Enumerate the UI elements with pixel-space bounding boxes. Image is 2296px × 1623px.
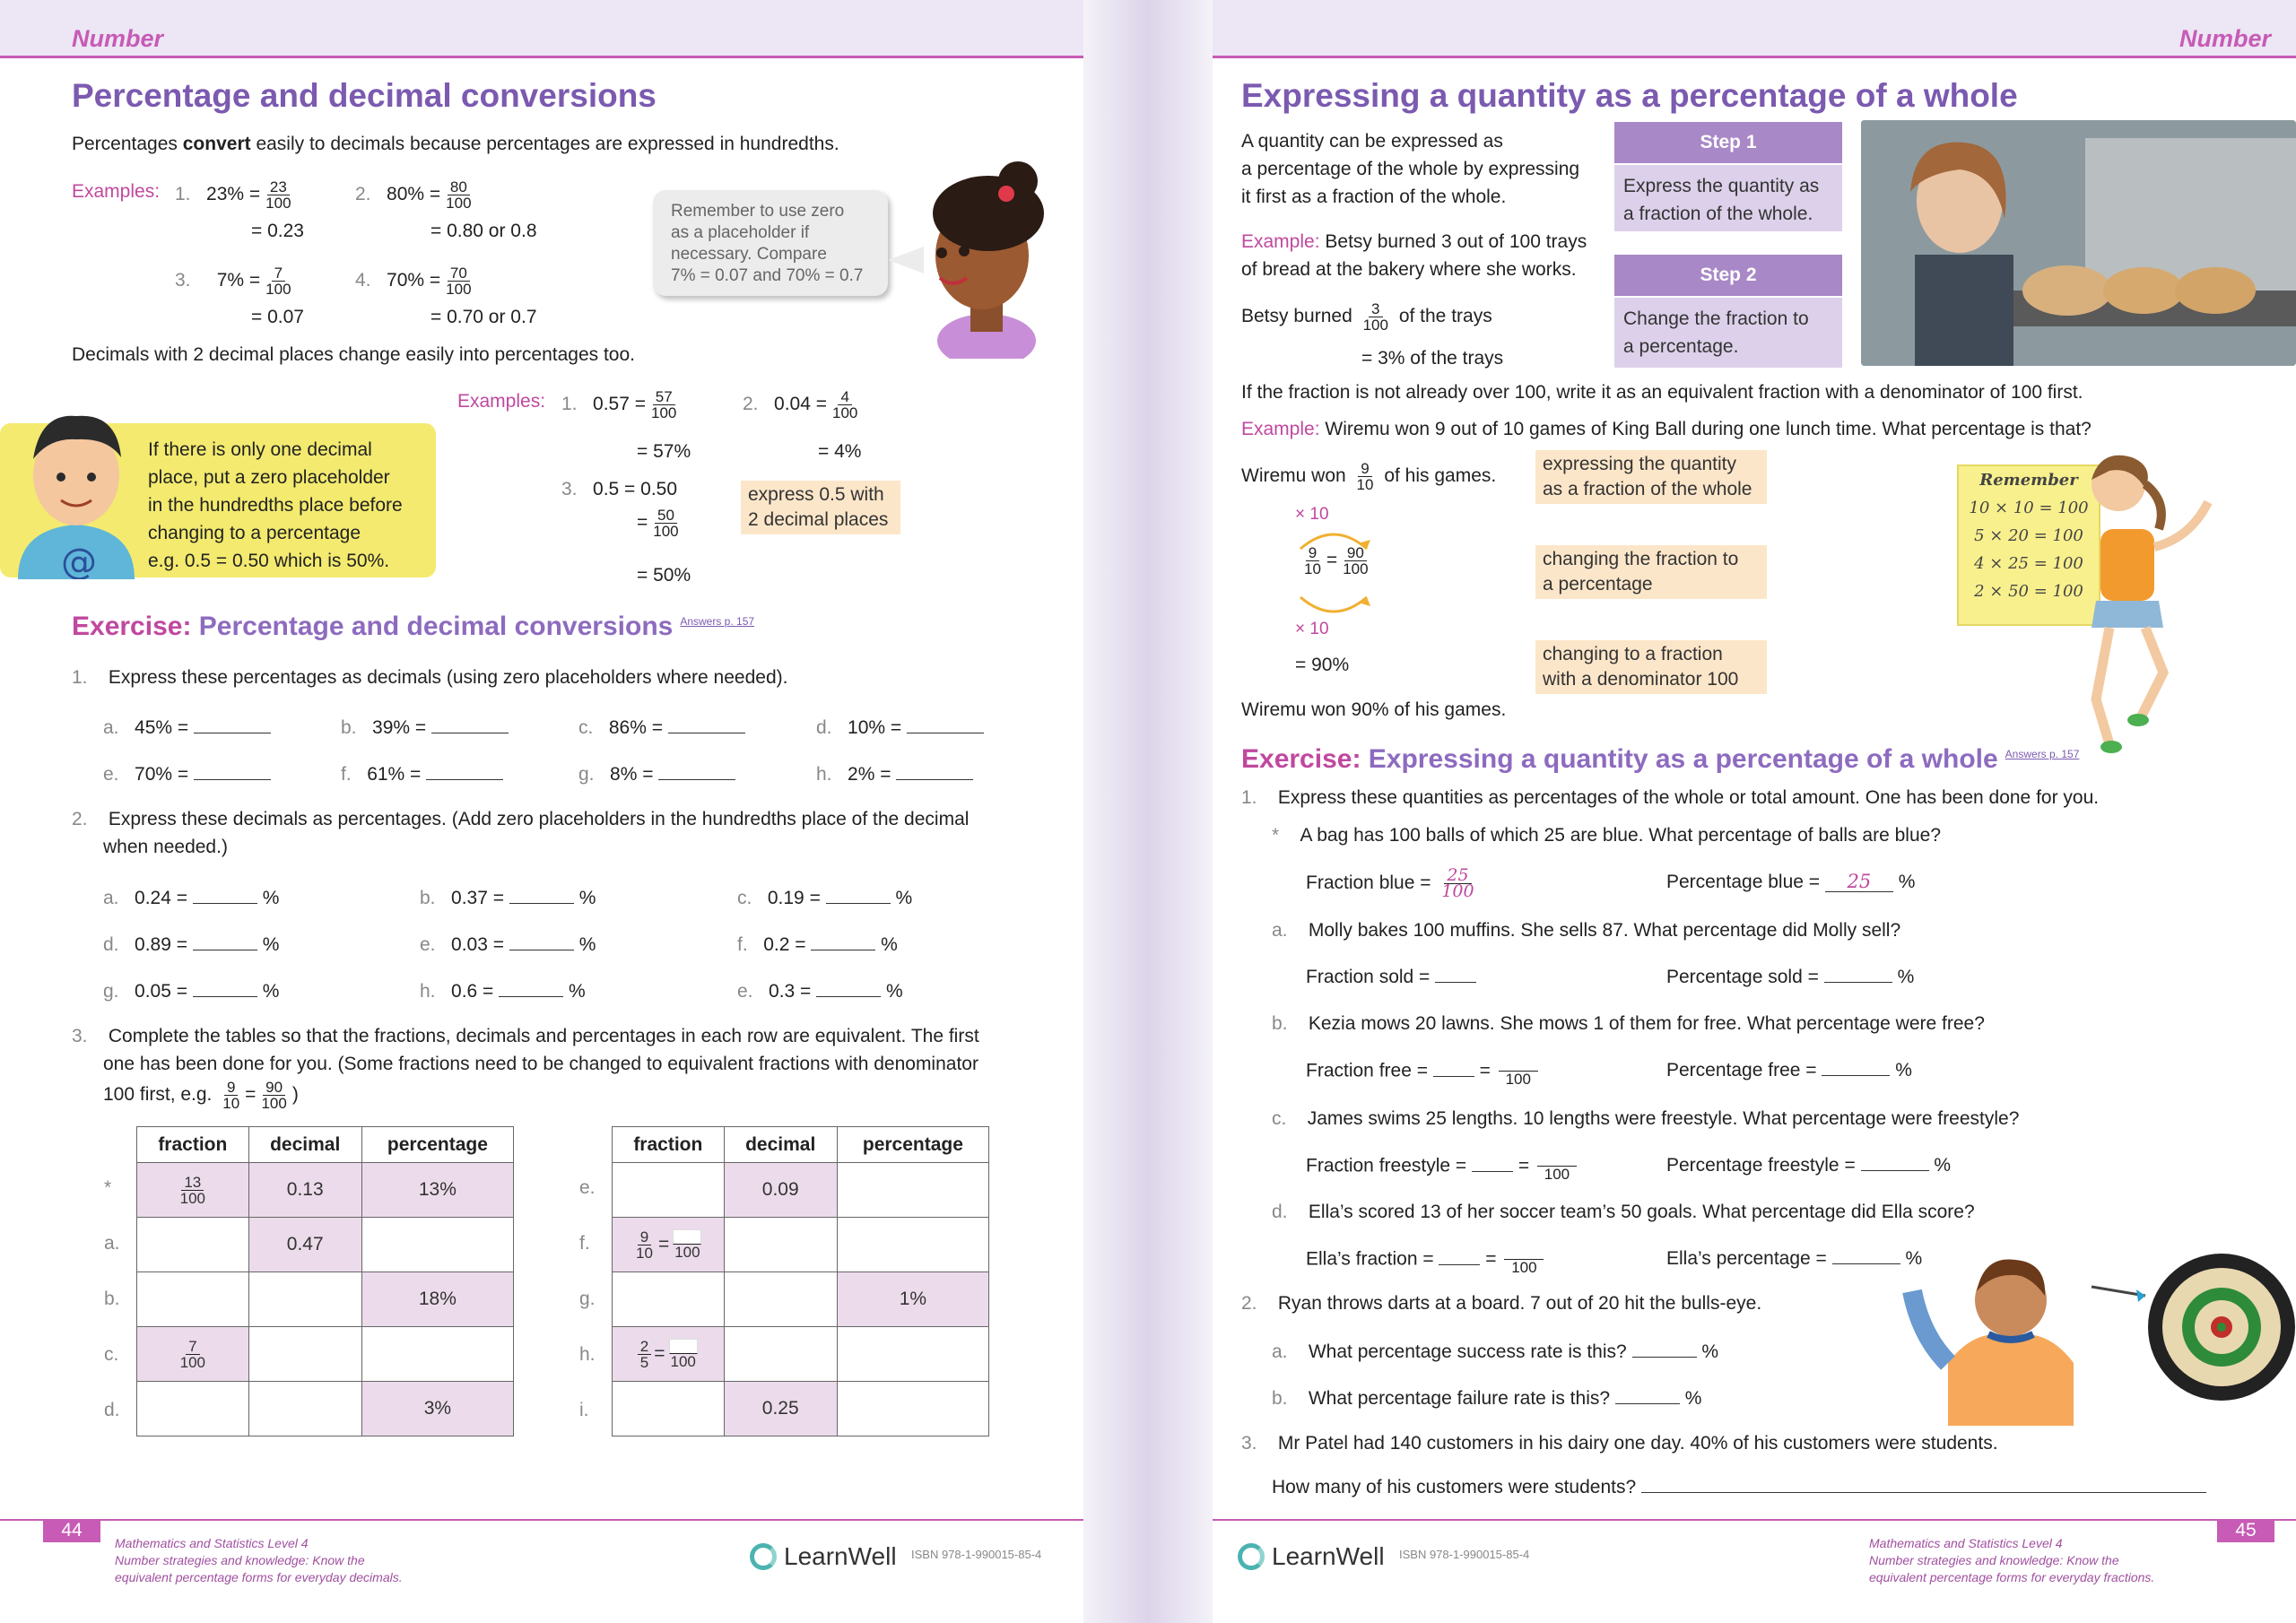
- table-row: [137, 1163, 514, 1218]
- answer-blank[interactable]: [193, 934, 257, 950]
- row-label: c.: [104, 1344, 119, 1365]
- answer-blank[interactable]: [826, 888, 891, 904]
- row-label: e.: [579, 1177, 596, 1198]
- wiremu-conclusion: Wiremu won 90% of his games.: [1241, 699, 1507, 720]
- q2-item: c. 0.19 = %: [737, 888, 913, 908]
- q2-item: e. 0.3 = %: [737, 981, 903, 1002]
- decimal-cell[interactable]: [248, 1272, 361, 1327]
- percentage-answer-line: Percentage freestyle = %: [1666, 1155, 1952, 1176]
- col-header: fraction: [137, 1127, 249, 1163]
- boy-illustration: [9, 404, 144, 579]
- col-header: decimal: [248, 1127, 361, 1163]
- q2-item: e. 0.03 = %: [420, 934, 596, 955]
- table-row: [613, 1272, 989, 1327]
- express-note: express 0.5 with 2 decimal places: [741, 481, 900, 534]
- answer-blank[interactable]: [431, 717, 509, 733]
- answer-blank[interactable]: [194, 717, 271, 733]
- q1-item: f. 61% =: [341, 760, 503, 788]
- percentage-cell: 13%: [361, 1163, 513, 1218]
- numerator-blank[interactable]: [1504, 1245, 1544, 1260]
- decimal-example-3-step: = $\frac{50}{100}$: [637, 507, 679, 540]
- numerator-blank[interactable]: [1537, 1151, 1577, 1167]
- decimal-cell[interactable]: [724, 1218, 837, 1272]
- answer-blank[interactable]: [668, 717, 745, 733]
- footer-rule: [1213, 1519, 2296, 1521]
- q1-item: e. 70% =: [103, 760, 271, 788]
- q2-item: f. 0.2 = %: [737, 934, 898, 955]
- curriculum-footer: Mathematics and Statistics Level 4 Number strategies and knowledge: Know the equivalent percentage forms for everyday decimals.: [115, 1536, 403, 1584]
- table-row: [613, 1327, 989, 1382]
- right-page: [1213, 0, 2296, 1623]
- example-1-result: = 0.23: [251, 221, 304, 241]
- fraction-cell[interactable]: [613, 1272, 725, 1327]
- q1-item-d: d. Ella’s scored 13 of her soccer team’s 50 goals. What percentage did Ella score?: [1272, 1202, 1975, 1222]
- page-title: Percentage and decimal conversions: [72, 77, 657, 114]
- percentage-cell: 1%: [837, 1272, 988, 1327]
- wiremu-result: = 90%: [1295, 655, 1350, 675]
- q2-prompt-cont: when needed.): [103, 837, 228, 857]
- decimal-cell[interactable]: [724, 1327, 837, 1382]
- fraction-cell[interactable]: [613, 1382, 725, 1436]
- percentage-answer-line: Percentage blue = 25 %: [1666, 871, 1916, 892]
- decimals-line: Decimals with 2 decimal places change easily into percentages too.: [72, 344, 636, 365]
- decimal-example-2-result: = 4%: [818, 441, 862, 462]
- wiremu-example: Example: Wiremu won 9 out of 10 games of King Ball during one lunch time. What percentage is that?: [1241, 419, 2092, 439]
- answer-blank[interactable]: [509, 934, 574, 950]
- equivalent-fraction-rule: If the fraction is not already over 100, write it as an equivalent fraction with a denominator of 100 first.: [1241, 382, 2083, 403]
- fraction-answer-line: Fraction sold =: [1306, 963, 1476, 991]
- fraction-cell[interactable]: [137, 1382, 249, 1436]
- note-denominator-100: changing to a fraction with a denominator 100: [1535, 640, 1767, 694]
- row-label: a.: [104, 1233, 120, 1254]
- note-fraction-whole: expressing the quantity as a fraction of the whole: [1535, 450, 1767, 504]
- step-1-header: Step 1: [1614, 122, 1842, 163]
- answer-blank[interactable]: [1472, 1161, 1513, 1172]
- percentage-cell[interactable]: [837, 1218, 988, 1272]
- example-4: 4. 70% = $\frac{70}{100}$: [355, 265, 472, 298]
- q1-worked-example: * A bag has 100 balls of which 25 are blue. What percentage of balls are blue?: [1272, 825, 1942, 846]
- col-header: percentage: [361, 1127, 513, 1163]
- percentage-answer-line: Ella’s percentage = %: [1666, 1248, 1923, 1269]
- decimal-cell: 0.09: [724, 1163, 837, 1218]
- decimal-example-3-result: = 50%: [637, 565, 691, 586]
- percentage-cell[interactable]: [361, 1218, 513, 1272]
- fraction-cell[interactable]: [613, 1163, 725, 1218]
- q2-item-a: a. What percentage success rate is this? %: [1272, 1341, 1719, 1362]
- answers-link[interactable]: Answers p. 157: [680, 615, 755, 628]
- row-label: g.: [579, 1289, 596, 1309]
- answer-blank[interactable]: [1433, 1066, 1474, 1077]
- betsy-calculation: Betsy burned $\frac{3}{100}$ of the trays: [1241, 300, 1492, 334]
- footer-rule: [0, 1519, 1083, 1521]
- conversion-table-1: [136, 1126, 514, 1436]
- q1-item: c. 86% =: [578, 714, 745, 742]
- fraction-answer-line: Ella’s fraction = = 100: [1306, 1245, 1546, 1275]
- decimal-example-1: 1. 0.57 = $\frac{57}{100}$: [561, 388, 677, 421]
- q1-item: h. 2% =: [816, 760, 973, 788]
- decimal-example-3: 3. 0.5 = 0.50: [561, 479, 678, 499]
- betsy-example: Example: Betsy burned 3 out of 100 trays: [1241, 231, 1587, 252]
- learnwell-logo: LearnWell: [1238, 1542, 1385, 1571]
- numerator-box[interactable]: [673, 1229, 701, 1245]
- answer-blank[interactable]: [499, 981, 563, 997]
- decimal-cell[interactable]: [248, 1382, 361, 1436]
- remember-memo: Remember 10 × 10 = 100 5 × 20 = 100 4 × 25 = 100 2 × 50 = 100: [1957, 464, 2100, 626]
- bakery-photo: [1861, 120, 2296, 366]
- percentage-cell: 3%: [361, 1382, 513, 1436]
- q2-item-b: b. What percentage failure rate is this? %: [1272, 1388, 1702, 1409]
- darts-illustration: [1894, 1228, 2296, 1426]
- step-2-body: Change the fraction to a percentage.: [1614, 298, 1842, 368]
- times-ten-top: × 10: [1295, 505, 1329, 524]
- page-number: 45: [2217, 1519, 2274, 1542]
- isbn: ISBN 978-1-990015-85-4: [911, 1548, 1042, 1561]
- decimal-cell: 0.13: [248, 1163, 361, 1218]
- answer-blank[interactable]: [1615, 1388, 1680, 1404]
- conversion-table-2: [612, 1126, 989, 1436]
- fraction-cell[interactable]: [137, 1272, 249, 1327]
- percentage-answer-line: Percentage free = %: [1666, 1060, 1912, 1081]
- fraction-cell: $\frac{13}{100}$: [137, 1163, 249, 1218]
- percentage-cell[interactable]: [837, 1382, 988, 1436]
- intro-text: A quantity can be expressed as a percentage of the whole by expressing it first as a fraction of the whole.: [1241, 131, 1580, 207]
- step-2-header: Step 2: [1614, 255, 1842, 296]
- examples-2-label: Examples:: [457, 391, 546, 412]
- row-label: *: [104, 1177, 112, 1198]
- answer-blank[interactable]: [1861, 1155, 1929, 1171]
- col-header: decimal: [724, 1127, 837, 1163]
- decimal-example-2: 2. 0.04 = $\frac{4}{100}$: [743, 388, 858, 421]
- section-tag: Number: [2179, 25, 2271, 52]
- table-row: [613, 1382, 989, 1436]
- left-page: [0, 0, 1083, 1623]
- answer-blank[interactable]: [1439, 1254, 1480, 1265]
- reminder-bubble: Remember to use zero as a placeholder if necessary. Compare 7% = 0.07 and 70% = 0.7: [653, 190, 888, 296]
- svg-text:@: @: [61, 542, 97, 579]
- table-row: [137, 1218, 514, 1272]
- fraction-answer-line: Fraction free = = 100: [1306, 1056, 1541, 1087]
- answer-blank[interactable]: [1832, 1248, 1900, 1264]
- decimal-cell[interactable]: [724, 1272, 837, 1327]
- girl-illustration: [888, 161, 1076, 359]
- table-row: [613, 1218, 989, 1272]
- decimal-example-1-result: = 57%: [637, 441, 691, 462]
- numerator-box[interactable]: [669, 1339, 698, 1354]
- answer-blank[interactable]: [193, 888, 257, 904]
- step-1-body: Express the quantity as a fraction of the whole.: [1614, 165, 1842, 231]
- q3-prompt-cont: one has been done for you. (Some fractions need to be changed to equivalent fractions with denominator: [103, 1054, 978, 1074]
- intro-text: Percentages convert easily to decimals because percentages are expressed in hundredths.: [72, 134, 839, 154]
- fraction-cell: $\frac{7}{100}$: [137, 1327, 249, 1382]
- answers-link[interactable]: Answers p. 157: [2005, 748, 2080, 760]
- example-3: 3. 7% = $\frac{7}{100}$: [175, 265, 291, 298]
- answer-blank[interactable]: [1435, 972, 1476, 983]
- q3-prompt: 3. Mr Patel had 140 customers in his dairy one day. 40% of his customers were students.: [1241, 1433, 1998, 1454]
- header-band: [1213, 0, 2296, 57]
- q3-prompt: 3. Complete the tables so that the fractions, decimals and percentages in each row are equivalent. The first: [72, 1026, 979, 1046]
- decimal-cell: 0.25: [724, 1382, 837, 1436]
- example-2: 2. 80% = $\frac{80}{100}$: [355, 178, 472, 212]
- exercise-heading: Exercise: Percentage and decimal conversions $^{Answers p. 157}$: [72, 612, 755, 641]
- q1-item-a: a. Molly bakes 100 muffins. She sells 87. What percentage did Molly sell?: [1272, 920, 1901, 941]
- q3-prompt-example: 100 first, e.g. $\frac{9}{10}$ = $\frac{90}{100}$ ): [103, 1079, 299, 1112]
- example-1: 1. 23% = $\frac{23}{100}$: [175, 178, 291, 212]
- logo-icon: [750, 1543, 777, 1570]
- row-label: b.: [104, 1289, 120, 1309]
- example-3-result: = 0.07: [251, 307, 304, 327]
- section-tag: Number: [72, 25, 164, 52]
- percentage-answer-line: Percentage sold = %: [1666, 967, 1915, 987]
- q1-item-c: c. James swims 25 lengths. 10 lengths were freestyle. What percentage were freestyle?: [1272, 1108, 2020, 1129]
- q1-item: b. 39% =: [341, 714, 509, 742]
- page-title: Expressing a quantity as a percentage of a whole: [1241, 77, 2018, 114]
- answer-blank[interactable]: [194, 764, 271, 780]
- note-fraction-percentage: changing the fraction to a percentage: [1535, 545, 1767, 599]
- answer-blank[interactable]: [658, 764, 735, 780]
- answer-blank[interactable]: [426, 764, 503, 780]
- decimal-cell[interactable]: [248, 1327, 361, 1382]
- percentage-cell[interactable]: [837, 1327, 988, 1382]
- q2-item: a. 0.24 = %: [103, 888, 280, 908]
- q1-prompt: 1. Express these quantities as percentages of the whole or total amount. One has been done for you.: [1241, 787, 2100, 808]
- decimal-cell: 0.47: [248, 1218, 361, 1272]
- fraction-answer-line: Fraction blue = $\frac{25}{100}$: [1306, 865, 1474, 901]
- betsy-result: = 3% of the trays: [1361, 348, 1504, 369]
- q2-item: d. 0.89 = %: [103, 934, 280, 955]
- curriculum-footer: Mathematics and Statistics Level 4 Number strategies and knowledge: Know the equivalent percentage forms for everyday fractions.: [1869, 1536, 2155, 1584]
- wiremu-calculation: Wiremu won $\frac{9}{10}$ of his games.: [1241, 460, 1497, 493]
- answer-blank[interactable]: [1641, 1477, 2206, 1493]
- percentage-cell[interactable]: [361, 1327, 513, 1382]
- answer-blank[interactable]: [907, 717, 984, 733]
- answer-blank[interactable]: [811, 934, 875, 950]
- row-label: i.: [579, 1400, 589, 1420]
- q1-item: d. 10% =: [816, 714, 984, 742]
- isbn: ISBN 978-1-990015-85-4: [1399, 1548, 1530, 1561]
- wiremu-equivalence: $\frac{9}{10}$ = $\frac{90}{100}$: [1304, 544, 1369, 577]
- answer-blank[interactable]: [1824, 967, 1892, 983]
- zero-placeholder-tip: If there is only one decimal place, put a zero placeholder in the hundredths place before changing to a percentage e.g. 0.5 = 0.50 which is 50%.: [0, 423, 436, 577]
- answer-blank[interactable]: [1632, 1341, 1697, 1358]
- logo-icon: [1238, 1543, 1265, 1570]
- baker-image: [1861, 120, 2296, 366]
- header-rule: [0, 56, 1083, 58]
- example-4-result: = 0.70 or 0.7: [430, 307, 537, 327]
- q2-item: h. 0.6 = %: [420, 981, 586, 1002]
- col-header: fraction: [613, 1127, 725, 1163]
- row-label: f.: [579, 1233, 590, 1254]
- q1-item: a. 45% =: [103, 714, 271, 742]
- table-row: [137, 1327, 514, 1382]
- row-label: h.: [579, 1344, 596, 1365]
- table-row: [613, 1163, 989, 1218]
- page-number: 44: [43, 1519, 100, 1542]
- q3-subprompt: How many of his customers were students?: [1272, 1473, 2206, 1501]
- betsy-example-cont: of bread at the bakery where she works.: [1241, 259, 1577, 280]
- exercise-heading: Exercise: Expressing a quantity as a percentage of a whole $^{Answers p. 157}$: [1241, 744, 2080, 774]
- percentage-cell: 18%: [361, 1272, 513, 1327]
- q1-prompt: 1. Express these percentages as decimals (using zero placeholders where needed).: [72, 667, 788, 688]
- table-row: [137, 1382, 514, 1436]
- fraction-cell: $\frac{9}{10}$ = 100: [613, 1218, 725, 1272]
- page-gutter: [1083, 0, 1213, 1623]
- q2-item: b. 0.37 = %: [420, 888, 596, 908]
- answer-blank[interactable]: [509, 888, 574, 904]
- numerator-blank[interactable]: [1499, 1056, 1538, 1072]
- q2-prompt: 2. Express these decimals as percentages. (Add zero placeholders in the hundredths place of the decimal: [72, 809, 970, 829]
- answer-blank[interactable]: [896, 764, 973, 780]
- percentage-cell[interactable]: [837, 1163, 988, 1218]
- col-header: percentage: [837, 1127, 988, 1163]
- examples-label: Examples:: [72, 181, 161, 202]
- fraction-cell[interactable]: [137, 1218, 249, 1272]
- row-label: d.: [104, 1400, 120, 1420]
- q2-prompt: 2. Ryan throws darts at a board. 7 out of 20 hit the bulls-eye.: [1241, 1293, 1762, 1314]
- q1-item: g. 8% =: [578, 760, 735, 788]
- answer-blank[interactable]: [193, 981, 257, 997]
- q1-item-b: b. Kezia mows 20 lawns. She mows 1 of them for free. What percentage were free?: [1272, 1013, 1985, 1034]
- header-rule: [1213, 56, 2296, 58]
- example-2-result: = 0.80 or 0.8: [430, 221, 537, 241]
- answer-blank[interactable]: [1822, 1060, 1890, 1076]
- times-ten-bottom: × 10: [1295, 620, 1329, 638]
- table-row: [137, 1272, 514, 1327]
- q2-item: g. 0.05 = %: [103, 981, 280, 1002]
- fraction-answer-line: Fraction freestyle = = 100: [1306, 1151, 1579, 1182]
- girl-holding-note-illustration: [2056, 448, 2217, 762]
- answer-blank[interactable]: [816, 981, 881, 997]
- learnwell-logo: LearnWell: [750, 1542, 897, 1571]
- fraction-cell: $\frac{2}{5}$ = 100: [613, 1327, 725, 1382]
